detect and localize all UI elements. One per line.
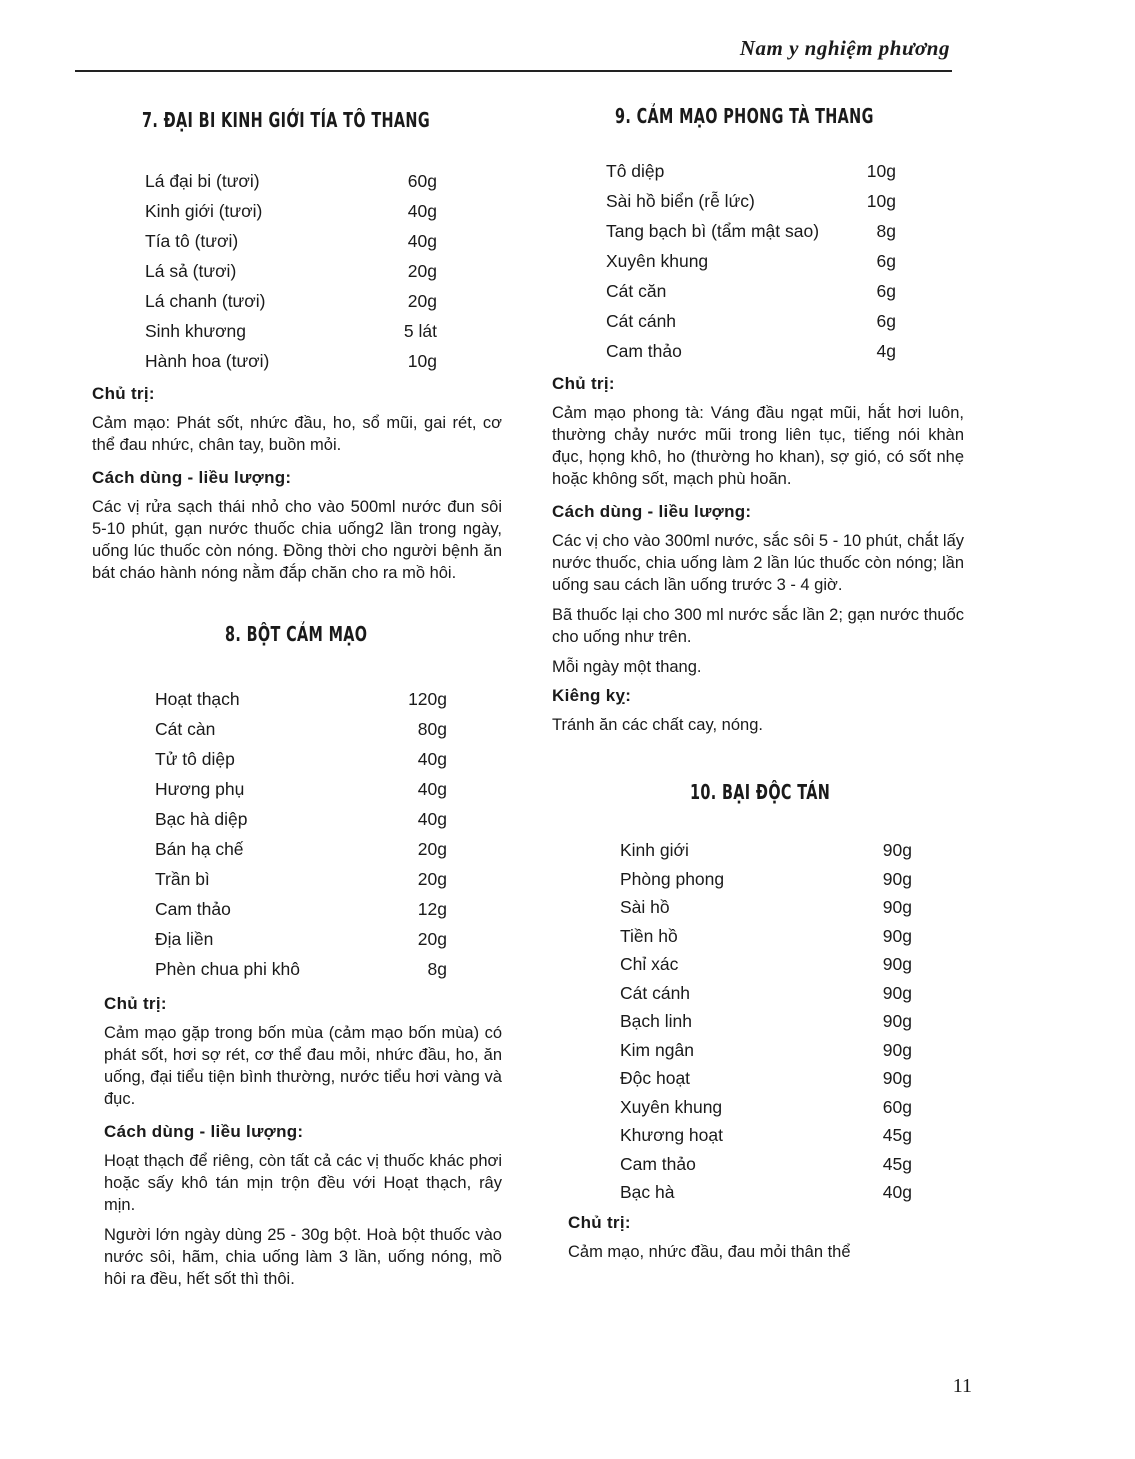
ingredient-row bbox=[155, 834, 447, 864]
header-rule bbox=[75, 70, 952, 72]
ingredient-name: Tiền hồ bbox=[620, 925, 678, 946]
ingredient-row bbox=[145, 256, 437, 286]
ingredient-name: Hoạt thạch bbox=[155, 689, 240, 709]
ingredient-quantity: 90g bbox=[882, 954, 912, 974]
ingredient-name: Cát căn bbox=[606, 281, 667, 301]
ingredient-quantity: 20g bbox=[417, 929, 447, 949]
ingredient-name: Cam thảo bbox=[620, 1153, 696, 1174]
ingredient-row bbox=[155, 684, 447, 714]
ingredient-quantity: 20g bbox=[407, 261, 437, 281]
ingredient-row bbox=[620, 922, 912, 951]
section-10-chu-tri-label: Chủ trị: bbox=[568, 1212, 631, 1232]
ingredient-name: Bạc hà diệp bbox=[155, 809, 248, 829]
ingredient-quantity: 40g bbox=[417, 809, 447, 829]
section-10-title: 10. BẠI ĐỘC TÁN bbox=[690, 780, 831, 804]
ingredient-quantity: 90g bbox=[882, 868, 912, 889]
page-number: 11 bbox=[952, 1375, 972, 1397]
ingredient-quantity: 90g bbox=[882, 897, 912, 917]
ingredient-row bbox=[620, 865, 912, 894]
ingredient-name: Tang bạch bì (tẩm mật sao) bbox=[606, 221, 820, 241]
ingredient-quantity: 8g bbox=[876, 221, 896, 241]
section-10-ingredients bbox=[620, 836, 912, 1207]
ingredient-row bbox=[620, 836, 912, 865]
ingredient-quantity: 4g bbox=[876, 341, 896, 361]
section-7-ingredients bbox=[145, 166, 437, 376]
ingredient-name: Tô diệp bbox=[606, 161, 665, 181]
ingredient-row bbox=[620, 1178, 912, 1207]
ingredient-row bbox=[620, 893, 912, 922]
ingredient-quantity: 5 lát bbox=[403, 321, 437, 341]
ingredient-row bbox=[606, 216, 896, 246]
ingredient-row bbox=[155, 714, 447, 744]
ingredient-quantity: 10g bbox=[866, 161, 896, 181]
ingredient-quantity: 45g bbox=[882, 1125, 912, 1145]
ingredient-row bbox=[606, 336, 896, 366]
ingredient-quantity: 10g bbox=[866, 191, 896, 211]
ingredient-name: Sài hồ biển (rễ lức) bbox=[606, 191, 755, 211]
ingredient-row bbox=[620, 1064, 912, 1093]
ingredient-name: Phòng phong bbox=[620, 868, 725, 889]
ingredient-row bbox=[155, 774, 447, 804]
ingredient-row bbox=[155, 804, 447, 834]
ingredient-row bbox=[620, 979, 912, 1008]
ingredient-name: Bán hạ chế bbox=[155, 839, 244, 859]
section-7-cach-dung: Các vị rửa sạch thái nhỏ cho vào 500ml nước đun sôi 5-10 phút, gạn nước thuốc chia uống2 lần trong ngày, uống lúc thuốc còn nóng. Đồng thời cho người bệnh ăn bát cháo hành nóng nằm đắp chăn cho ra mồ hôi. bbox=[92, 498, 502, 582]
section-8-chu-tri: Cảm mạo gặp trong bốn mùa (cảm mạo bốn mùa) có phát sốt, hơi sợ rét, cơ thể đau mỏi, nhức đầu, ho, ăn uống, đại tiểu tiện bình thường, nước tiểu hơi vàng và đục. bbox=[104, 1024, 502, 1108]
ingredient-quantity: 90g bbox=[882, 1011, 912, 1031]
section-7-title: 7. ĐẠI BI KINH GIỚI TÍA TÔ THANG bbox=[142, 108, 431, 132]
ingredient-name: Cát cánh bbox=[620, 982, 691, 1003]
ingredient-name: Chỉ xác bbox=[620, 954, 679, 974]
ingredient-row bbox=[155, 924, 447, 954]
ingredient-row bbox=[606, 306, 896, 336]
section-9-kieng-ky: Tránh ăn các chất cay, nóng. bbox=[552, 716, 763, 734]
left-column bbox=[92, 100, 502, 1290]
ingredient-row bbox=[145, 166, 437, 196]
section-9-cach-dung-2: Bã thuốc lại cho 300 ml nước sắc lần 2; gạn nước thuốc cho uống như trên. bbox=[552, 606, 964, 646]
section-8-ingredients bbox=[155, 684, 447, 984]
ingredient-row bbox=[606, 156, 896, 186]
ingredient-name: Tía tô (tươi) bbox=[145, 231, 239, 251]
ingredient-row bbox=[620, 1150, 912, 1179]
section-9-cach-dung-label: Cách dùng - liều lượng: bbox=[552, 502, 752, 521]
ingredient-row bbox=[606, 246, 896, 276]
ingredient-quantity: 8g bbox=[427, 959, 447, 979]
section-8-cach-dung-label: Cách dùng - liều lượng: bbox=[104, 1122, 304, 1141]
section-10-chu-tri: Cảm mạo, nhức đầu, đau mỏi thân thể bbox=[568, 1242, 851, 1261]
ingredient-quantity: 90g bbox=[882, 1039, 912, 1060]
ingredient-quantity: 12g bbox=[417, 899, 447, 919]
ingredient-quantity: 40g bbox=[407, 201, 437, 221]
section-9-chu-tri-label: Chủ trị: bbox=[552, 374, 615, 393]
ingredient-name: Bạch linh bbox=[620, 1011, 692, 1031]
section-7-chu-tri: Cảm mạo: Phát sốt, nhức đầu, ho, sổ mũi, gai rét, cơ thể đau nhức, chân tay, buồn mỏi. bbox=[92, 414, 502, 454]
ingredient-name: Sài hồ bbox=[620, 897, 670, 917]
ingredient-row bbox=[155, 954, 447, 984]
ingredient-quantity: 90g bbox=[882, 982, 912, 1003]
ingredient-quantity: 90g bbox=[882, 840, 912, 860]
ingredient-quantity: 6g bbox=[876, 281, 896, 301]
ingredient-row bbox=[145, 286, 437, 316]
section-9-chu-tri: Cảm mạo phong tà: Váng đầu ngạt mũi, hắt hơi luôn, thường chảy nước mũi trong liên tục, tiếng nói khàn đục, họng khô, ho (thường ho khan), sợ gió, có sốt nhẹ hoặc không sốt, mạch phù hoãn. bbox=[552, 404, 964, 488]
ingredient-row bbox=[620, 950, 912, 979]
ingredient-quantity: 6g bbox=[876, 251, 896, 271]
section-9-ingredients bbox=[606, 156, 896, 366]
ingredient-name: Cát càn bbox=[155, 719, 216, 739]
ingredient-quantity: 80g bbox=[417, 719, 447, 739]
ingredient-name: Phèn chua phi khô bbox=[155, 959, 300, 979]
ingredient-name: Xuyên khung bbox=[620, 1096, 723, 1117]
ingredient-quantity: 90g bbox=[882, 1068, 912, 1088]
ingredient-name: Bạc hà bbox=[620, 1182, 675, 1202]
ingredient-row bbox=[606, 276, 896, 306]
ingredient-quantity: 20g bbox=[407, 291, 437, 311]
ingredient-quantity: 90g bbox=[882, 925, 912, 946]
ingredient-name: Kinh giới bbox=[620, 840, 689, 860]
ingredient-name: Khương hoạt bbox=[620, 1125, 723, 1145]
section-9-cach-dung-3: Mỗi ngày một thang. bbox=[552, 658, 702, 676]
ingredient-name: Lá sả (tươi) bbox=[145, 261, 237, 281]
ingredient-row bbox=[145, 316, 437, 346]
ingredient-row bbox=[620, 1007, 912, 1036]
ingredient-row bbox=[145, 346, 437, 376]
section-9-title: 9. CẢM MẠO PHONG TÀ THANG bbox=[615, 104, 874, 128]
ingredient-name: Kinh giới (tươi) bbox=[145, 201, 263, 221]
section-9-kieng-ky-label: Kiêng kỵ: bbox=[552, 686, 632, 705]
ingredient-quantity: 20g bbox=[417, 869, 447, 889]
ingredient-quantity: 10g bbox=[407, 351, 437, 371]
ingredient-name: Địa liền bbox=[155, 929, 214, 949]
running-header: Nam y nghiệm phương bbox=[739, 36, 950, 60]
ingredient-name: Kim ngân bbox=[620, 1039, 694, 1060]
section-9-cach-dung-1: Các vị cho vào 300ml nước, sắc sôi 5 - 10 phút, chắt lấy nước thuốc, chia uống làm 2 lần lúc thuốc còn nóng; lần uống sau cách lần uống trước 3 - 4 giờ. bbox=[552, 532, 964, 594]
ingredient-quantity: 60g bbox=[882, 1096, 912, 1117]
ingredient-name: Độc hoạt bbox=[620, 1068, 691, 1088]
ingredient-name: Lá đại bi (tươi) bbox=[145, 171, 260, 191]
ingredient-quantity: 40g bbox=[417, 749, 447, 769]
ingredient-row bbox=[145, 226, 437, 256]
ingredient-name: Hành hoa (tươi) bbox=[145, 351, 270, 371]
section-7-cach-dung-label: Cách dùng - liều lượng: bbox=[92, 468, 292, 487]
ingredient-quantity: 60g bbox=[407, 171, 437, 191]
ingredient-name: Lá chanh (tươi) bbox=[145, 291, 266, 311]
ingredient-quantity: 6g bbox=[876, 311, 896, 331]
ingredient-row bbox=[620, 1121, 912, 1150]
ingredient-name: Sinh khương bbox=[145, 321, 247, 341]
ingredient-row bbox=[620, 1036, 912, 1065]
ingredient-row bbox=[606, 186, 896, 216]
section-7-chu-tri-label: Chủ trị: bbox=[92, 384, 155, 403]
ingredient-quantity: 20g bbox=[417, 839, 447, 859]
section-8-cach-dung-1: Hoạt thạch để riêng, còn tất cả các vị thuốc khác phơi hoặc sấy khô tán mịn trộn đều với Hoạt thạch, rây mịn. bbox=[104, 1152, 502, 1214]
ingredient-name: Hương phụ bbox=[155, 779, 245, 799]
ingredient-row bbox=[620, 1093, 912, 1122]
section-8-chu-tri-label: Chủ trị: bbox=[104, 994, 167, 1013]
ingredient-quantity: 40g bbox=[407, 231, 437, 251]
ingredient-name: Cam thảo bbox=[606, 341, 682, 361]
ingredient-name: Cát cánh bbox=[606, 311, 677, 331]
ingredient-row bbox=[155, 744, 447, 774]
ingredient-quantity: 120g bbox=[408, 689, 447, 709]
ingredient-quantity: 40g bbox=[882, 1182, 912, 1202]
section-8-title: 8. BỘT CẢM MẠO bbox=[225, 622, 368, 646]
ingredient-row bbox=[155, 864, 447, 894]
section-8-cach-dung-2: Người lớn ngày dùng 25 - 30g bột. Hoà bột thuốc vào nước sôi, hãm, chia uống làm 3 lần, uống nóng, mồ hôi ra đều, hết sốt thì thôi. bbox=[104, 1226, 502, 1288]
right-column bbox=[552, 100, 964, 1263]
ingredient-name: Tử tô diệp bbox=[155, 749, 235, 769]
ingredient-name: Cam thảo bbox=[155, 899, 231, 919]
ingredient-name: Trần bì bbox=[155, 869, 210, 889]
ingredient-quantity: 45g bbox=[882, 1153, 912, 1174]
ingredient-name: Xuyên khung bbox=[606, 251, 709, 271]
ingredient-row bbox=[145, 196, 437, 226]
ingredient-quantity: 40g bbox=[417, 779, 447, 799]
ingredient-row bbox=[155, 894, 447, 924]
